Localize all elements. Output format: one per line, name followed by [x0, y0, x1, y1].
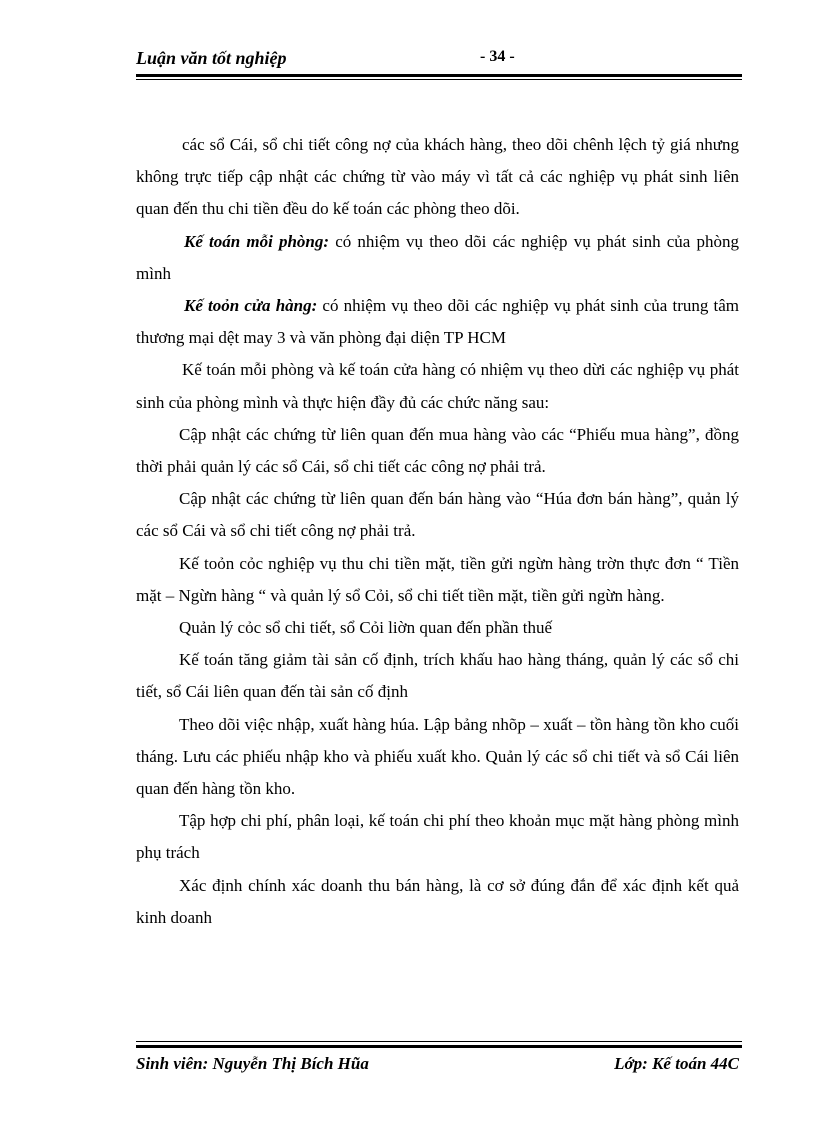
paragraph: Quản lý cỏc sổ chi tiết, sổ Cỏi liờn quan đến phần thuế	[179, 618, 553, 638]
paragraph: Xác định chính xác doanh thu bán hàng, là cơ sở đúng đắn để xác định kết quả kinh doanh	[136, 875, 739, 927]
paragraph: các sổ Cái, sổ chi tiết công nợ của khách hàng, theo dõi chênh lệch tỷ giá nhưng không trực tiếp cập nhật các chứng từ vào máy vì tất cả các nghiệp vụ phát sinh liên quan đến thu chi tiền đều do kế toán các phòng theo dõi.	[136, 135, 739, 219]
header-rule-thin	[136, 79, 742, 80]
header-rule-thick	[136, 74, 742, 77]
paragraph-lead: Kế toán mỗi phòng:	[184, 231, 330, 251]
page-number: - 34 -	[480, 48, 515, 65]
footer-rule-thick	[136, 1045, 742, 1048]
paragraph: Cập nhật các chứng từ liên quan đến mua hàng vào các “Phiếu mua hàng”, đồng thời phải quản lý các sổ Cái, sổ chi tiết các công nợ phải trả.	[136, 424, 739, 477]
paragraph: Theo dõi việc nhập, xuất hàng húa. Lập bảng nhõp – xuất – tồn hàng tồn kho cuối tháng. Lưu các phiếu nhập kho và phiếu xuất kho. Quản lý các sổ chi tiết và sổ Cái liên quan đến hàng tồn kho.	[136, 714, 739, 799]
page-header	[136, 48, 742, 72]
paragraph: Kế toán mỗi phòng và kế toán cửa hàng có nhiệm vụ theo dừi các nghiệp vụ phát sinh của phòng mình và thực hiện đầy đủ các chức năng sau:	[136, 360, 739, 412]
thesis-title: Luận văn tốt nghiệp	[136, 48, 287, 68]
paragraph-text: có nhiệm vụ theo dõi các nghiệp vụ phát sinh của trung tâm thương mại dệt may 3 và văn phòng đại diện TP HCM	[136, 296, 739, 348]
paragraph: Kế toán tăng giảm tài sản cố định, trích khấu hao hàng tháng, quản lý các sổ chi tiết, sổ Cái liên quan đến tài sản cố định	[136, 650, 739, 702]
paragraph-lead: Kế toỏn cửa hàng:	[184, 296, 318, 316]
paragraph-text: có nhiệm vụ theo dõi các nghiệp vụ phát sinh của phòng mình	[136, 231, 739, 283]
paragraph: Tập hợp chi phí, phân loại, kế toán chi phí theo khoản mục mặt hàng phòng mình phụ trách	[136, 811, 739, 863]
footer-rule-thin	[136, 1041, 742, 1042]
paragraph: Kế toỏn cỏc nghiệp vụ thu chi tiền mặt, tiền gửi ngừn hàng trờn thực đơn “ Tiền mặt – Ngừn hàng “ và quản lý sổ Cỏi, sổ chi tiết tiền mặt, tiền gửi ngừn hàng.	[136, 553, 739, 605]
class-name: Lớp: Kế toán 44C	[614, 1054, 739, 1073]
paragraph: Cập nhật các chứng từ liên quan đến bán hàng vào “Húa đơn bán hàng”, quản lý các sổ Cái và sổ chi tiết công nợ phải trả.	[136, 489, 739, 541]
student-name: Sinh viên: Nguyễn Thị Bích Hũa	[136, 1054, 369, 1073]
document-body	[136, 129, 739, 934]
paragraph	[136, 226, 739, 290]
page-footer	[136, 1054, 739, 1078]
paragraph	[136, 290, 739, 354]
